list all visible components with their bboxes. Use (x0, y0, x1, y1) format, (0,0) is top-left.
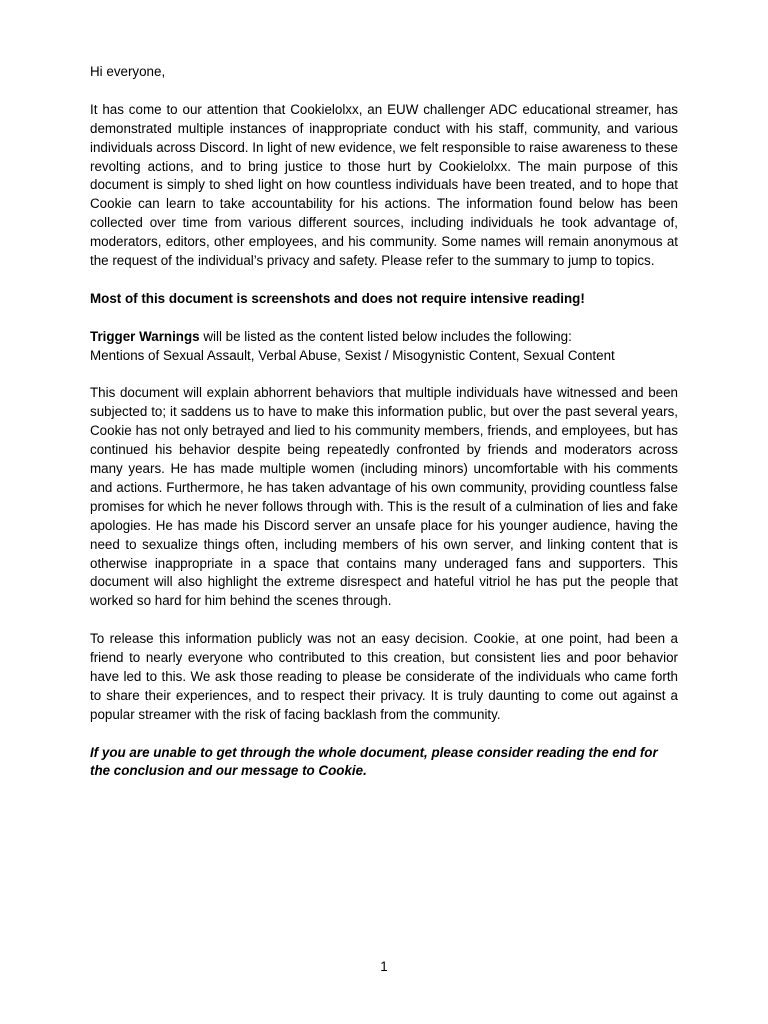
document-body (90, 63, 678, 800)
trigger-warning-paragraph (90, 328, 678, 366)
trigger-warning-label: Trigger Warnings (90, 328, 200, 344)
release-paragraph: To release this information publicly was not an easy decision. Cookie, at one point, had been a friend to nearly everyone who contributed to this creation, but consistent lies and poor behavior have led to this. We ask those reading to please be considerate of the individuals who came forth to share their experiences, and to respect their privacy. It is truly daunting to come out against a popular streamer with the risk of facing backlash from the community. (90, 631, 678, 722)
intro-paragraph: It has come to our attention that Cookielolxx, an EUW challenger ADC educational streamer, has demonstrated multiple instances of inappropriate conduct with his staff, community, and various individuals across Discord. In light of new evidence, we felt responsible to raise awareness to these revolting actions, and to bring justice to those hurt by Cookielolxx. The main purpose of this document is simply to shed light on how countless individuals have been treated, and to hope that Cookie can learn to take accountability for his actions. The information found below has been collected over time from various different sources, including individuals he took advantage of, moderators, editors, other employees, and his community. Some names will remain anonymous at the request of the individual’s privacy and safety. Please refer to the summary to jump to topics. (90, 101, 679, 269)
greeting: Hi everyone, (90, 64, 166, 79)
conclusion-note: If you are unable to get through the whole document, please consider reading the end for the conclusion and our message to Cookie. (90, 744, 658, 779)
trigger-warning-text: will be listed as the content listed below includes the following: (199, 328, 572, 344)
trigger-warning-list: Mentions of Sexual Assault, Verbal Abuse, Sexist / Misogynistic Content, Sexual Content (90, 347, 615, 363)
screenshots-note: Most of this document is screenshots and does not require intensive reading! (90, 290, 585, 306)
page-number: 1 (380, 959, 388, 974)
explanation-paragraph: This document will explain abhorrent behaviors that multiple individuals have witnessed and been subjected to; it saddens us to have to make this information public, but over the past several years, Cookie has not only betrayed and lied to his community members, friends, and employees, but has continued his behavior despite being repeatedly confronted by friends and moderators across many years. He has made multiple women (including minors) uncomfortable with his comments and actions. Furthermore, he has taken advantage of his own community, providing countless false promises for which he never follows through with. This is the result of a culmination of lies and fake apologies. He has made his Discord server an unsafe place for his younger audience, having the need to sexualize things often, including members of his own server, and linking content that is otherwise inappropriate in a space that contains many underaged fans and supporters. This document will also highlight the extreme disrespect and hateful vitriol he has put the people that worked so hard for him behind the scenes through. (90, 385, 678, 609)
